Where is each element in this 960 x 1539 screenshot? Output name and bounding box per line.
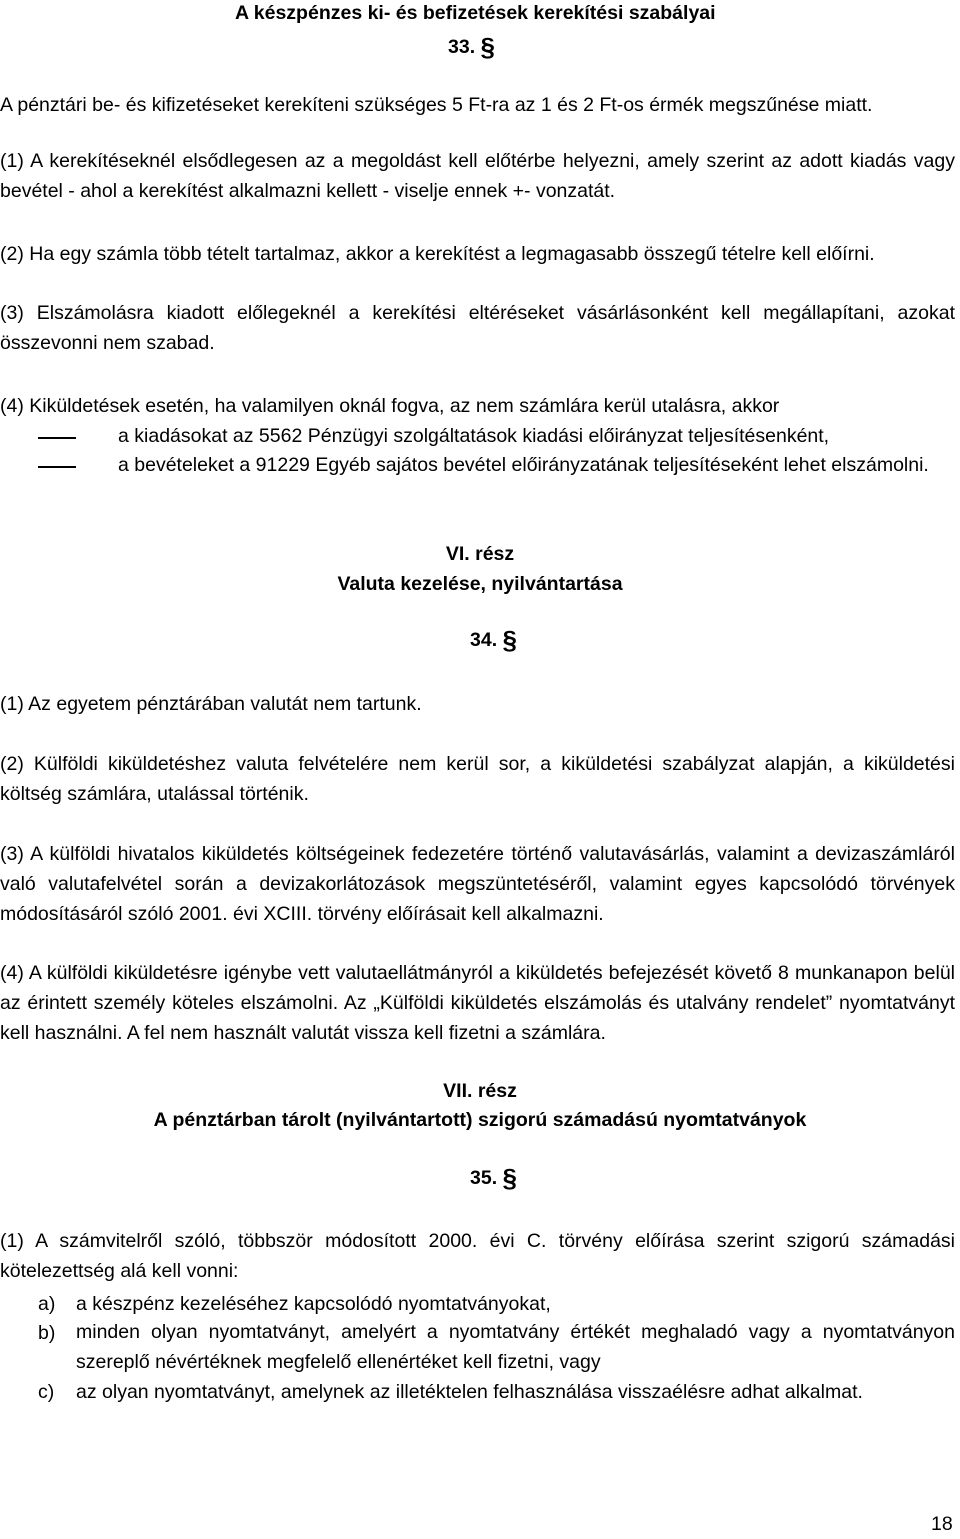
paragraph-4: (4) A külföldi kiküldetésre igénybe vett valutaellátmányról a kiküldetés befejezését követő 8 munkanapon belül az érintett személy köteles elszámolni. Az „Külföldi kiküldetés elszámolás és utalvány rendelet” nyomtatványt kell használni. A fel nem használt valutát vissza kell fizetni a számlára.: [0, 962, 955, 1044]
part-label: VI. rész: [445, 543, 515, 565]
paragraph-1: (1) Az egyetem pénztárában valutát nem tartunk.: [0, 693, 422, 715]
list-marker: a): [38, 1293, 56, 1315]
section-number: [470, 1165, 517, 1191]
list-item: a kiadásokat az 5562 Pénzügyi szolgáltatások kiadási előirányzat teljesítésenként,: [118, 425, 830, 447]
paragraph-sign: §: [502, 1163, 517, 1193]
paragraph-sign: §: [502, 625, 517, 655]
section-number: [470, 627, 517, 653]
list-item: minden olyan nyomtatványt, amelyért a nyomtatvány értékét meghaladó vagy a nyomtatványon szereplő névértéknek megfelelő ellenértéket kell fizetni, vagy: [76, 1321, 955, 1373]
section-number-text: 34.: [470, 629, 498, 651]
section-title: A készpénzes ki- és befizetések kerekítési szabályai: [235, 2, 716, 24]
part-title: Valuta kezelése, nyilvántartása: [337, 573, 623, 595]
part-label: VII. rész: [443, 1080, 517, 1102]
dash-bullet: [38, 437, 76, 439]
paragraph-1: (1) A számvitelről szóló, többször módosított 2000. évi C. törvény előírása szerint szigorú számadási kötelezettség alá kell vonni:: [0, 1230, 955, 1282]
paragraph-2: (2) Külföldi kiküldetéshez valuta felvételére nem kerül sor, a kiküldetési szabályzat alapján, a kiküldetési költség számlára, utalással történik.: [0, 753, 955, 805]
section-number: [448, 34, 495, 60]
paragraph-3: (3) A külföldi hivatalos kiküldetés költségeinek fedezetére történő valutavásárlás, valamint a devizaszámláról való valutafelvétel során a devizakorlátozások megszüntetéséről, valamint egyes kapcsolódó törvények módosításáról szóló 2001. évi XCIII. törvény előírásait kell alkalmazni.: [0, 843, 955, 925]
part-title: A pénztárban tárolt (nyilvántartott) szigorú számadású nyomtatványok: [153, 1109, 807, 1131]
list-marker: b): [38, 1322, 56, 1344]
intro-paragraph: A pénztári be- és kifizetéseket kerekíteni szükséges 5 Ft-ra az 1 és 2 Ft-os érmék megszűnése miatt.: [0, 94, 873, 116]
list-item: a bevételeket a 91229 Egyéb sajátos bevétel előirányzatának teljesítéseként lehet elszámolni.: [118, 454, 929, 476]
section-number-text: 33.: [448, 36, 476, 58]
page-number: 18: [931, 1513, 953, 1535]
paragraph-sign: §: [480, 32, 495, 62]
list-item: a készpénz kezeléséhez kapcsolódó nyomtatványokat,: [76, 1293, 551, 1315]
list-item: az olyan nyomtatványt, amelynek az illetéktelen felhasználása visszaélésre adhat alkalmat.: [76, 1381, 863, 1403]
paragraph-3: (3) Elszámolásra kiadott előlegeknél a kerekítési eltéréseket vásárlásonként kell megállapítani, azokat összevonni nem szabad.: [0, 302, 955, 354]
dash-bullet: [38, 466, 76, 468]
list-marker: c): [38, 1381, 55, 1403]
paragraph-1: (1) A kerekítéseknél elsődlegesen az a megoldást kell előtérbe helyezni, amely szerint az adott kiadás vagy bevétel - ahol a kerekítést alkalmazni kellett - viselje ennek +- vonzatát.: [0, 150, 955, 202]
section-number-text: 35.: [470, 1167, 498, 1189]
paragraph-4: (4) Kiküldetések esetén, ha valamilyen oknál fogva, az nem számlára kerül utalásra, akkor: [0, 395, 780, 417]
paragraph-2: (2) Ha egy számla több tételt tartalmaz, akkor a kerekítést a legmagasabb összegű tételre kell előírni.: [0, 243, 875, 265]
